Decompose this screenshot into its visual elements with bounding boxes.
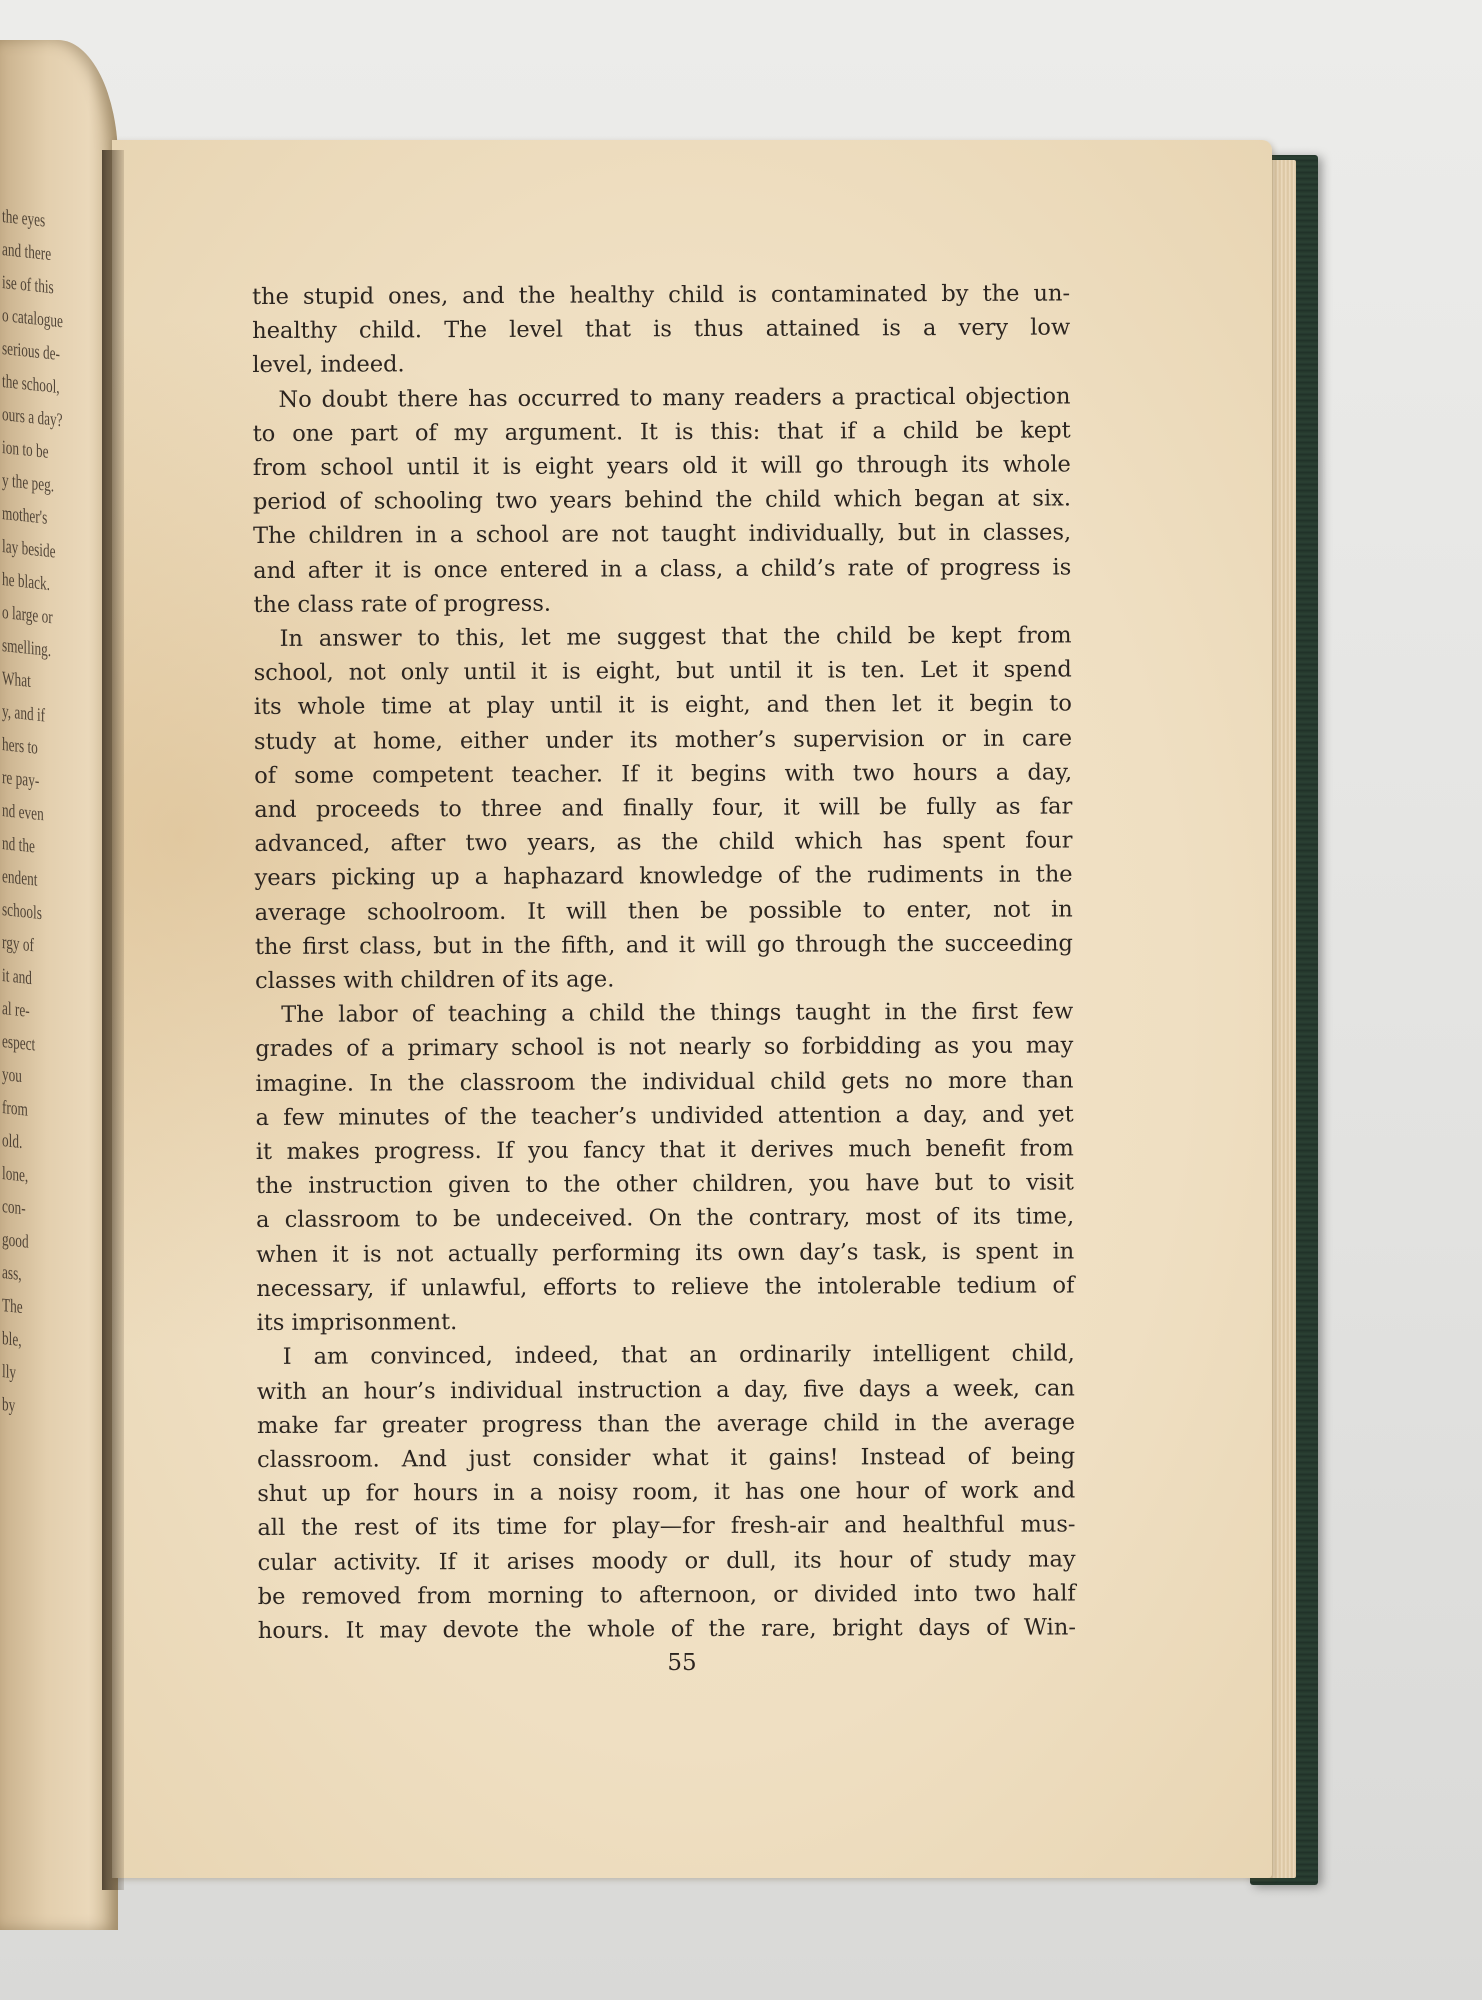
left-page-text-fragments	[2, 200, 72, 1428]
left-page-fragment: serious de-	[2, 338, 60, 366]
text-line: The labor of teaching a child the things taught in the first few	[281, 998, 1074, 1029]
text-line: make far greater progress than the average child in the average	[256, 1409, 1076, 1439]
text-line: the stupid ones, and the healthy child is contaminated by the un-	[252, 280, 1071, 310]
left-page-fragment: lone,	[2, 1163, 29, 1187]
left-page-fragment: the school,	[2, 371, 60, 399]
text-line: classroom. And just consider what it gains! Instead of being	[257, 1443, 1076, 1473]
text-line: healthy child. The level that is thus attained is a very low	[252, 314, 1071, 345]
text-line: study at home, either under its mother’s supervision or in care	[253, 725, 1073, 755]
text-line: and proceeds to three and finally four, it will be fully as far	[254, 793, 1073, 824]
left-page-fragment: hers to	[2, 734, 38, 759]
left-page-fragment: smelling.	[2, 635, 52, 662]
left-page-fragment: al re-	[2, 998, 30, 1022]
page-body-text	[252, 276, 1076, 1648]
text-line: its whole time at play until it is eight, and then let it begin to	[253, 690, 1072, 721]
left-page-fragment: lly	[2, 1361, 17, 1384]
left-page-fragment: o large or	[2, 602, 53, 629]
text-line: The children in a school are not taught individually, but in classes,	[253, 519, 1072, 550]
text-line: necessary, if unlawful, efforts to relieve the intolerable tedium of	[256, 1272, 1075, 1302]
left-page-fragment: ble,	[2, 1328, 22, 1352]
right-page	[112, 140, 1272, 1878]
left-page-fragment: y the peg.	[2, 470, 55, 497]
left-page-fragment: ass,	[2, 1262, 22, 1286]
left-page-fragment: y, and if	[2, 701, 46, 727]
text-line: all the rest of its time for play—for fresh-air and healthful mus-	[257, 1511, 1076, 1542]
left-page-fragment: o catalogue	[2, 305, 63, 333]
text-line: of some competent teacher. If it begins with two hours a day,	[254, 759, 1073, 789]
left-page-fragment: and there	[2, 239, 52, 266]
text-line: school, not only until it is eight, but until it is ten. Let it spend	[253, 656, 1072, 687]
left-page-fragment: nd the	[2, 833, 35, 858]
left-page-fragment: The	[2, 1295, 23, 1319]
left-page-fragment: the eyes	[2, 206, 46, 232]
left-page-fragment: by	[2, 1394, 16, 1417]
left-page-fragment: rgy of	[2, 932, 34, 957]
text-line: to one part of my argument. It is this: that if a child be kept	[252, 417, 1071, 447]
text-line: grades of a primary school is not nearly so forbidding as you may	[255, 1032, 1074, 1063]
left-page-fragment: espect	[2, 1031, 36, 1056]
gutter-shadow	[102, 150, 124, 1890]
text-line: No doubt there has occurred to many readers a practical objection	[278, 383, 1071, 413]
text-line: a few minutes of the teacher’s undivided attention a day, and yet	[255, 1101, 1074, 1131]
text-line: the instruction given to the other children, you have but to visit	[255, 1169, 1075, 1200]
left-page-fragment: old.	[2, 1130, 23, 1154]
text-line: its imprisonment.	[256, 1309, 458, 1337]
text-line: and after it is once entered in a class, a child’s rate of progress is	[253, 554, 1072, 584]
text-line: imagine. In the classroom the individual child gets no more than	[255, 1067, 1074, 1097]
left-page-fragment: it and	[2, 965, 32, 990]
left-page-fragment: endent	[2, 866, 38, 891]
left-page-fragment: ise of this	[2, 272, 54, 299]
left-page-fragment: mother's	[2, 503, 48, 529]
text-line: from school until it is eight years old it will go through its whole	[252, 451, 1071, 482]
left-page-fragment: re pay-	[2, 767, 40, 792]
text-line: advanced, after two years, as the child which has spent four	[254, 827, 1073, 858]
text-line: the first class, but in the fifth, and it will go through the succeeding	[254, 930, 1073, 960]
text-line: average schoolroom. It will then be possible to enter, not in	[254, 896, 1073, 926]
text-line: cular activity. If it arises moody or dull, its hour of study may	[257, 1545, 1076, 1576]
left-page-fragment: con-	[2, 1196, 26, 1220]
text-line: the class rate of progress.	[253, 590, 552, 618]
text-line: with an hour’s individual instruction a day, five days a week, can	[256, 1374, 1075, 1405]
left-page-fragment: ours a day?	[2, 404, 63, 432]
left-page-fragment: lay beside	[2, 536, 56, 563]
left-page-fragment: ion to be	[2, 437, 49, 463]
left-page-fragment: What	[2, 668, 31, 693]
left-page-fragment: from	[2, 1097, 28, 1121]
text-line: a classroom to be undeceived. On the contrary, most of its time,	[256, 1203, 1075, 1234]
text-line: In answer to this, let me suggest that the child be kept from	[279, 622, 1072, 652]
left-page-fragment: schools	[2, 899, 42, 925]
left-page-fragment: he black.	[2, 569, 51, 596]
text-line: it makes progress. If you fancy that it derives much benefit from	[255, 1135, 1074, 1166]
text-line: level, indeed.	[252, 351, 405, 379]
text-line: I am convinced, indeed, that an ordinarily intelligent child,	[282, 1340, 1075, 1371]
text-line: classes with children of its age.	[255, 966, 615, 995]
left-page-fragment: you	[2, 1064, 22, 1088]
left-page	[0, 40, 118, 1930]
text-line: when it is not actually performing its own day’s task, is spent in	[256, 1238, 1075, 1268]
page-number: 55	[667, 1650, 697, 1676]
text-line: be removed from morning to afternoon, or divided into two half	[257, 1580, 1076, 1610]
text-line: hours. It may devote the whole of the rare, bright days of Win-	[257, 1614, 1076, 1644]
left-page-fragment: good	[2, 1229, 29, 1253]
text-line: period of schooling two years behind the child which began at six.	[252, 485, 1072, 516]
text-line: shut up for hours in a noisy room, it has one hour of work and	[257, 1477, 1076, 1508]
text-line: years picking up a haphazard knowledge of the rudiments in the	[254, 861, 1073, 892]
left-page-fragment: nd even	[2, 800, 44, 826]
